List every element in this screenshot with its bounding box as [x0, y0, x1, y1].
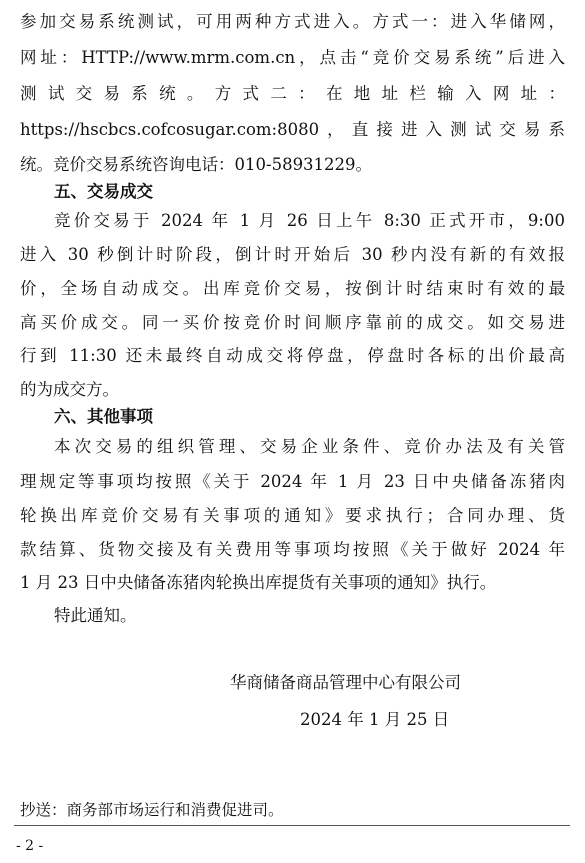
- paragraph-line: 网址：HTTP://www.mrm.com.cn，点击“竞价交易系统”后进入: [20, 48, 565, 67]
- paragraph-line: https://hscbcs.cofcosugar.com:8080，直接进入测试交易系: [20, 120, 565, 139]
- closing-line: 特此通知。: [54, 606, 137, 625]
- paragraph-line: 理规定等事项均按照《关于 2024 年 1 月 23 日中央储备冻猪肉: [20, 472, 565, 491]
- footer-divider: [14, 825, 570, 826]
- section-heading-6: 六、其他事项: [54, 407, 153, 426]
- cc-line: 抄送：商务部市场运行和消费促进司。: [20, 801, 284, 819]
- paragraph-line: 轮换出库竞价交易有关事项的通知》要求执行；合同办理、货: [20, 506, 565, 525]
- section-heading-5: 五、交易成交: [54, 182, 153, 201]
- paragraph-line: 测试交易系统。方式二：在地址栏输入网址：: [20, 84, 565, 103]
- paragraph-line: 本次交易的组织管理、交易企业条件、竞价办法及有关管: [54, 437, 565, 456]
- issuer-organization: 华商储备商品管理中心有限公司: [230, 673, 461, 692]
- paragraph-line: 行到 11:30 还未最终自动成交将停盘，停盘时各标的出价最高: [20, 346, 565, 365]
- paragraph-line: 统。竞价交易系统咨询电话：010-58931229。: [20, 155, 373, 174]
- paragraph-line: 的为成交方。: [20, 380, 119, 399]
- paragraph-line: 价，全场自动成交。出库竞价交易，按倒计时结束时有效的最: [20, 279, 565, 298]
- paragraph-line: 竞价交易于 2024 年 1 月 26 日上午 8:30 正式开市，9:00: [54, 211, 565, 230]
- paragraph-line: 参加交易系统测试，可用两种方式进入。方式一：进入华储网，: [20, 12, 565, 31]
- paragraph-line: 款结算、货物交接及有关费用等事项均按照《关于做好 2024 年: [20, 540, 565, 559]
- issue-date: 2024 年 1 月 25 日: [300, 710, 450, 729]
- paragraph-line: 高买价成交。同一买价按竞价时间顺序靠前的成交。如交易进: [20, 313, 565, 332]
- page-number: - 2 -: [16, 838, 44, 854]
- paragraph-line: 1 月 23 日中央储备冻猪肉轮换出库提货有关事项的通知》执行。: [20, 573, 497, 592]
- paragraph-line: 进入 30 秒倒计时阶段，倒计时开始后 30 秒内没有新的有效报: [20, 245, 565, 264]
